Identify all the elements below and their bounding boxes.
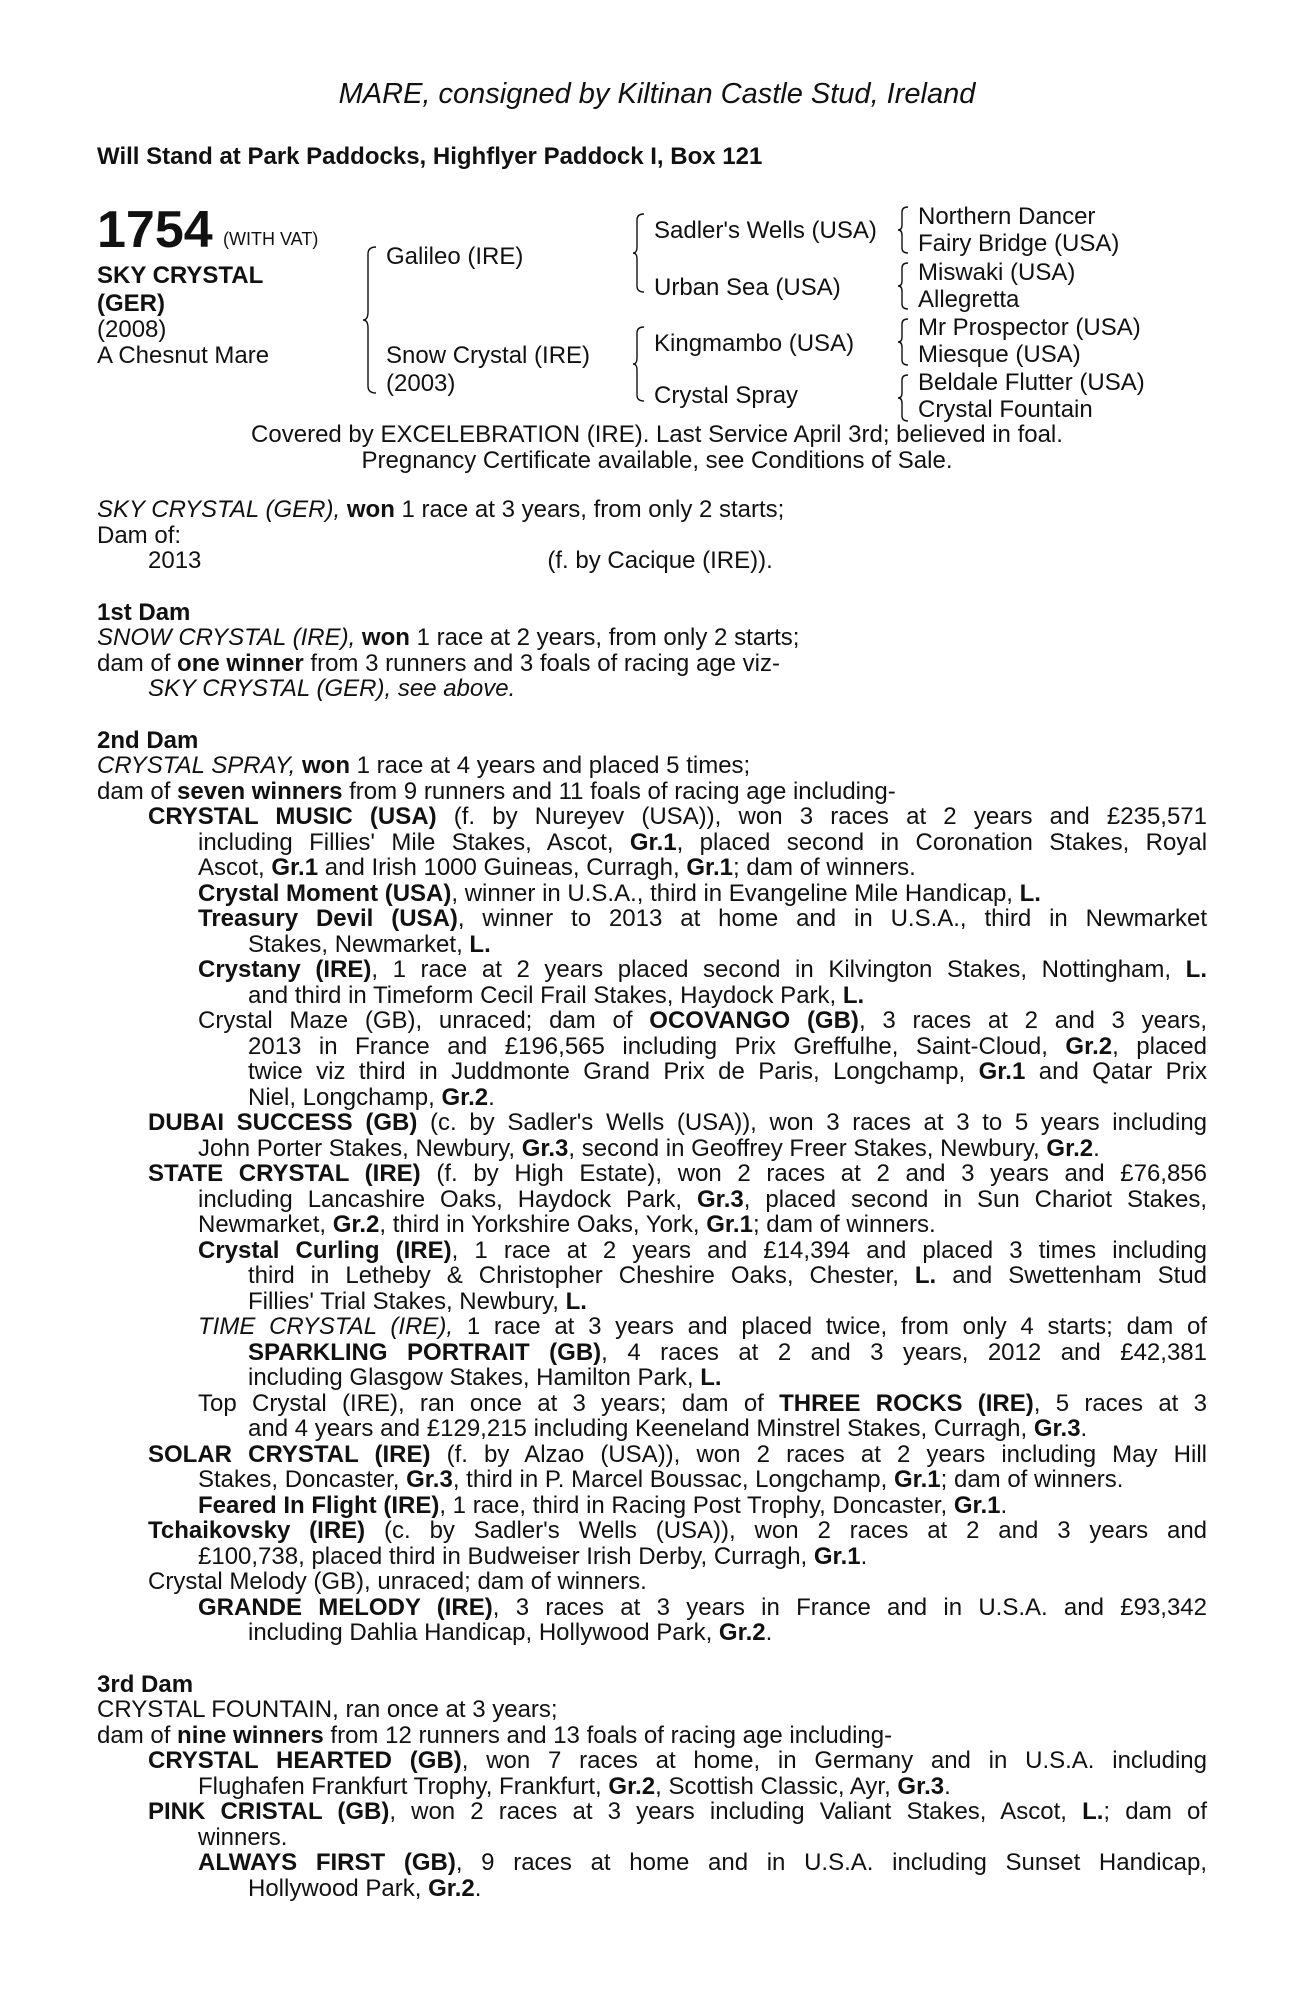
third-dam-line: CRYSTAL FOUNTAIN, ran once at 3 years; <box>97 1696 558 1723</box>
time-crystal-line1: TIME CRYSTAL (IRE), 1 race at 3 years and placed twice, from only 4 starts; dam of <box>198 1313 1208 1340</box>
covering-note: Covered by EXCELEBRATION (IRE). Last Service April 3rd; believed in foal. <box>251 421 1063 448</box>
pedigree-brace-sire <box>632 213 646 293</box>
pedigree-ddd: Crystal Fountain <box>918 396 1093 423</box>
tchaikovsky-line2: £100,738, placed third in Budweiser Irish Derby, Curragh, Gr.1. <box>198 1542 868 1570</box>
state-crystal-line1: STATE CRYSTAL (IRE) (f. by High Estate), won 2 races at 2 and 3 years and £76,856 <box>148 1160 1207 1187</box>
feared-in-flight-line: Feared In Flight (IRE), 1 race, third in Racing Post Trophy, Doncaster, Gr.1. <box>198 1491 1008 1519</box>
crystal-hearted-line2: Flughafen Frankfurt Trophy, Frankfurt, Gr.2, Scottish Classic, Ayr, Gr.3. <box>198 1772 951 1800</box>
consignor-line: MARE, consigned by Kiltinan Castle Stud, Ireland <box>338 78 976 110</box>
always-first-line2: Hollywood Park, Gr.2. <box>248 1874 482 1902</box>
pedigree-ssd: Fairy Bridge (USA) <box>918 230 1120 257</box>
horse-country: (GER) <box>97 290 165 317</box>
horse-name: SKY CRYSTAL <box>97 262 264 289</box>
state-crystal-line2: including Lancashire Oaks, Haydock Park, Gr.3, placed second in Sun Chariot Stakes, <box>198 1185 1208 1213</box>
horse-description: A Chesnut Mare <box>97 342 270 369</box>
pedigree-brace-main <box>362 246 378 394</box>
pedigree-dam-sire: Kingmambo (USA) <box>654 330 855 357</box>
pedigree-sdd: Allegretta <box>918 286 1020 313</box>
crystal-curling-line3: Fillies' Trial Stakes, Newbury, L. <box>248 1287 587 1315</box>
crystal-maze-line2: 2013 in France and £196,565 including Prix Greffulhe, Saint-Cloud, Gr.2, placed <box>248 1032 1208 1060</box>
produce-2013: 2013 (f. by Cacique (IRE)). <box>148 547 773 574</box>
dubai-success-line1: DUBAI SUCCESS (GB) (c. by Sadler's Wells (USA)), won 3 races at 3 to 5 years including <box>148 1109 1208 1136</box>
pink-cristal-line2: winners. <box>198 1823 288 1851</box>
pedigree-dsd: Miesque (USA) <box>918 341 1081 368</box>
stand-location: Will Stand at Park Paddocks, Highflyer Paddock I, Box 121 <box>97 143 763 170</box>
grande-melody-line1: GRANDE MELODY (IRE), 3 races at 3 years in France and in U.S.A. and £93,342 <box>198 1593 1208 1621</box>
crystal-moment-line: Crystal Moment (USA), winner in U.S.A., third in Evangeline Mile Handicap, L. <box>198 879 1041 907</box>
intro-line: SKY CRYSTAL (GER), won 1 race at 3 years, from only 2 starts; <box>97 496 785 523</box>
pedigree-dds: Beldale Flutter (USA) <box>918 369 1145 396</box>
pedigree-brace-dam <box>632 326 646 402</box>
pregnancy-note: Pregnancy Certificate available, see Conditions of Sale. <box>361 447 953 474</box>
first-dam-heading: 1st Dam <box>97 598 191 626</box>
treasury-devil-line1: Treasury Devil (USA), winner to 2013 at home and in U.S.A., third in Newmarket <box>198 905 1208 932</box>
first-dam-produce: dam of one winner from 3 runners and 3 foals of racing age viz- <box>97 649 780 677</box>
crystal-music-line2: including Fillies' Mile Stakes, Ascot, Gr.1, placed second in Coronation Stakes, Royal <box>198 828 1208 856</box>
horse-year: (2008) <box>97 316 167 343</box>
crystal-curling-line2: third in Letheby & Christopher Cheshire Oaks, Chester, L. and Swettenham Stud <box>248 1262 1208 1289</box>
always-first-line1: ALWAYS FIRST (GB), 9 races at home and in U.S.A. including Sunset Handicap, <box>198 1849 1208 1876</box>
first-dam-foal: SKY CRYSTAL (GER), see above. <box>148 675 516 702</box>
pedigree-sire: Galileo (IRE) <box>386 243 524 270</box>
second-dam-heading: 2nd Dam <box>97 726 199 754</box>
crystal-maze-line1: Crystal Maze (GB), unraced; dam of OCOVANGO (GB), 3 races at 2 and 3 years, <box>198 1007 1207 1034</box>
crystal-curling-line1: Crystal Curling (IRE), 1 race at 2 years and £14,394 and placed 3 times including <box>198 1236 1207 1264</box>
crystal-music-line1: CRYSTAL MUSIC (USA) (f. by Nureyev (USA)), won 3 races at 2 years and £235,571 <box>148 803 1208 830</box>
second-dam-produce: dam of seven winners from 9 runners and 11 foals of racing age including- <box>97 777 896 805</box>
top-crystal-line2: and 4 years and £129,215 including Keeneland Minstrel Stakes, Curragh, Gr.3. <box>248 1415 1088 1442</box>
solar-crystal-line1: SOLAR CRYSTAL (IRE) (f. by Alzao (USA)), won 2 races at 2 years including May Hill <box>148 1440 1207 1468</box>
dubai-success-line2: John Porter Stakes, Newbury, Gr.3, second in Geoffrey Freer Stakes, Newbury, Gr.2. <box>198 1134 1100 1162</box>
solar-crystal-line2: Stakes, Doncaster, Gr.3, third in P. Marcel Boussac, Longchamp, Gr.1; dam of winners. <box>198 1466 1124 1493</box>
crystal-maze-line4: Niel, Longchamp, Gr.2. <box>248 1083 495 1111</box>
lot-number: 1754 <box>97 201 213 259</box>
sparkling-portrait-line1: SPARKLING PORTRAIT (GB), 4 races at 2 and 3 years, 2012 and £42,381 <box>248 1338 1207 1366</box>
second-dam-line: CRYSTAL SPRAY, won 1 race at 4 years and placed 5 times; <box>97 752 751 779</box>
pedigree-brace-dd <box>897 374 909 422</box>
crystal-maze-line3: twice viz third in Juddmonte Grand Prix de Paris, Longchamp, Gr.1 and Qatar Prix <box>248 1058 1208 1085</box>
crystal-melody-line: Crystal Melody (GB), unraced; dam of winners. <box>148 1568 647 1595</box>
grande-melody-line2: including Dahlia Handicap, Hollywood Park, Gr.2. <box>248 1619 773 1646</box>
pedigree-sss: Northern Dancer <box>918 203 1096 230</box>
third-dam-heading: 3rd Dam <box>97 1670 194 1698</box>
vat-label: (WITH VAT) <box>223 229 319 249</box>
pedigree-dam-year: (2003) <box>386 370 456 397</box>
dam-of-label: Dam of: <box>97 521 182 549</box>
first-dam-line: SNOW CRYSTAL (IRE), won 1 race at 2 years, from only 2 starts; <box>97 624 800 651</box>
pedigree-sire-dam: Urban Sea (USA) <box>654 274 841 301</box>
pedigree-dam-dam: Crystal Spray <box>654 382 799 409</box>
produce-record <box>97 497 1207 1901</box>
pedigree-brace-sd <box>897 262 909 310</box>
crystal-hearted-line1: CRYSTAL HEARTED (GB), won 7 races at home, in Germany and in U.S.A. including <box>148 1747 1207 1774</box>
pedigree-sds: Miswaki (USA) <box>918 259 1076 286</box>
crystal-music-line3: Ascot, Gr.1 and Irish 1000 Guineas, Curragh, Gr.1; dam of winners. <box>198 854 916 881</box>
pink-cristal-line1: PINK CRISTAL (GB), won 2 races at 3 years including Valiant Stakes, Ascot, L.; dam of <box>148 1798 1208 1825</box>
top-crystal-line1: Top Crystal (IRE), ran once at 3 years; dam of THREE ROCKS (IRE), 5 races at 3 <box>198 1389 1207 1417</box>
pedigree-dss: Mr Prospector (USA) <box>918 314 1141 341</box>
pedigree-dam: Snow Crystal (IRE) <box>386 342 591 369</box>
crystany-line2: and third in Timeform Cecil Frail Stakes, Haydock Park, L. <box>248 981 865 1009</box>
pedigree-brace-ss <box>897 206 909 254</box>
sparkling-portrait-line2: including Glasgow Stakes, Hamilton Park, L. <box>248 1364 722 1391</box>
pedigree-sire-sire: Sadler's Wells (USA) <box>654 217 877 244</box>
state-crystal-line3: Newmarket, Gr.2, third in Yorkshire Oaks, York, Gr.1; dam of winners. <box>198 1211 936 1238</box>
third-dam-produce: dam of nine winners from 12 runners and 13 foals of racing age including- <box>97 1721 893 1749</box>
treasury-devil-line2: Stakes, Newmarket, L. <box>248 930 491 958</box>
pedigree-brace-ds <box>897 318 909 366</box>
crystany-line1: Crystany (IRE), 1 race at 2 years placed second in Kilvington Stakes, Nottingham, L. <box>198 956 1207 983</box>
tchaikovsky-line1: Tchaikovsky (IRE) (c. by Sadler's Wells (USA)), won 2 races at 2 and 3 years and <box>148 1517 1208 1544</box>
